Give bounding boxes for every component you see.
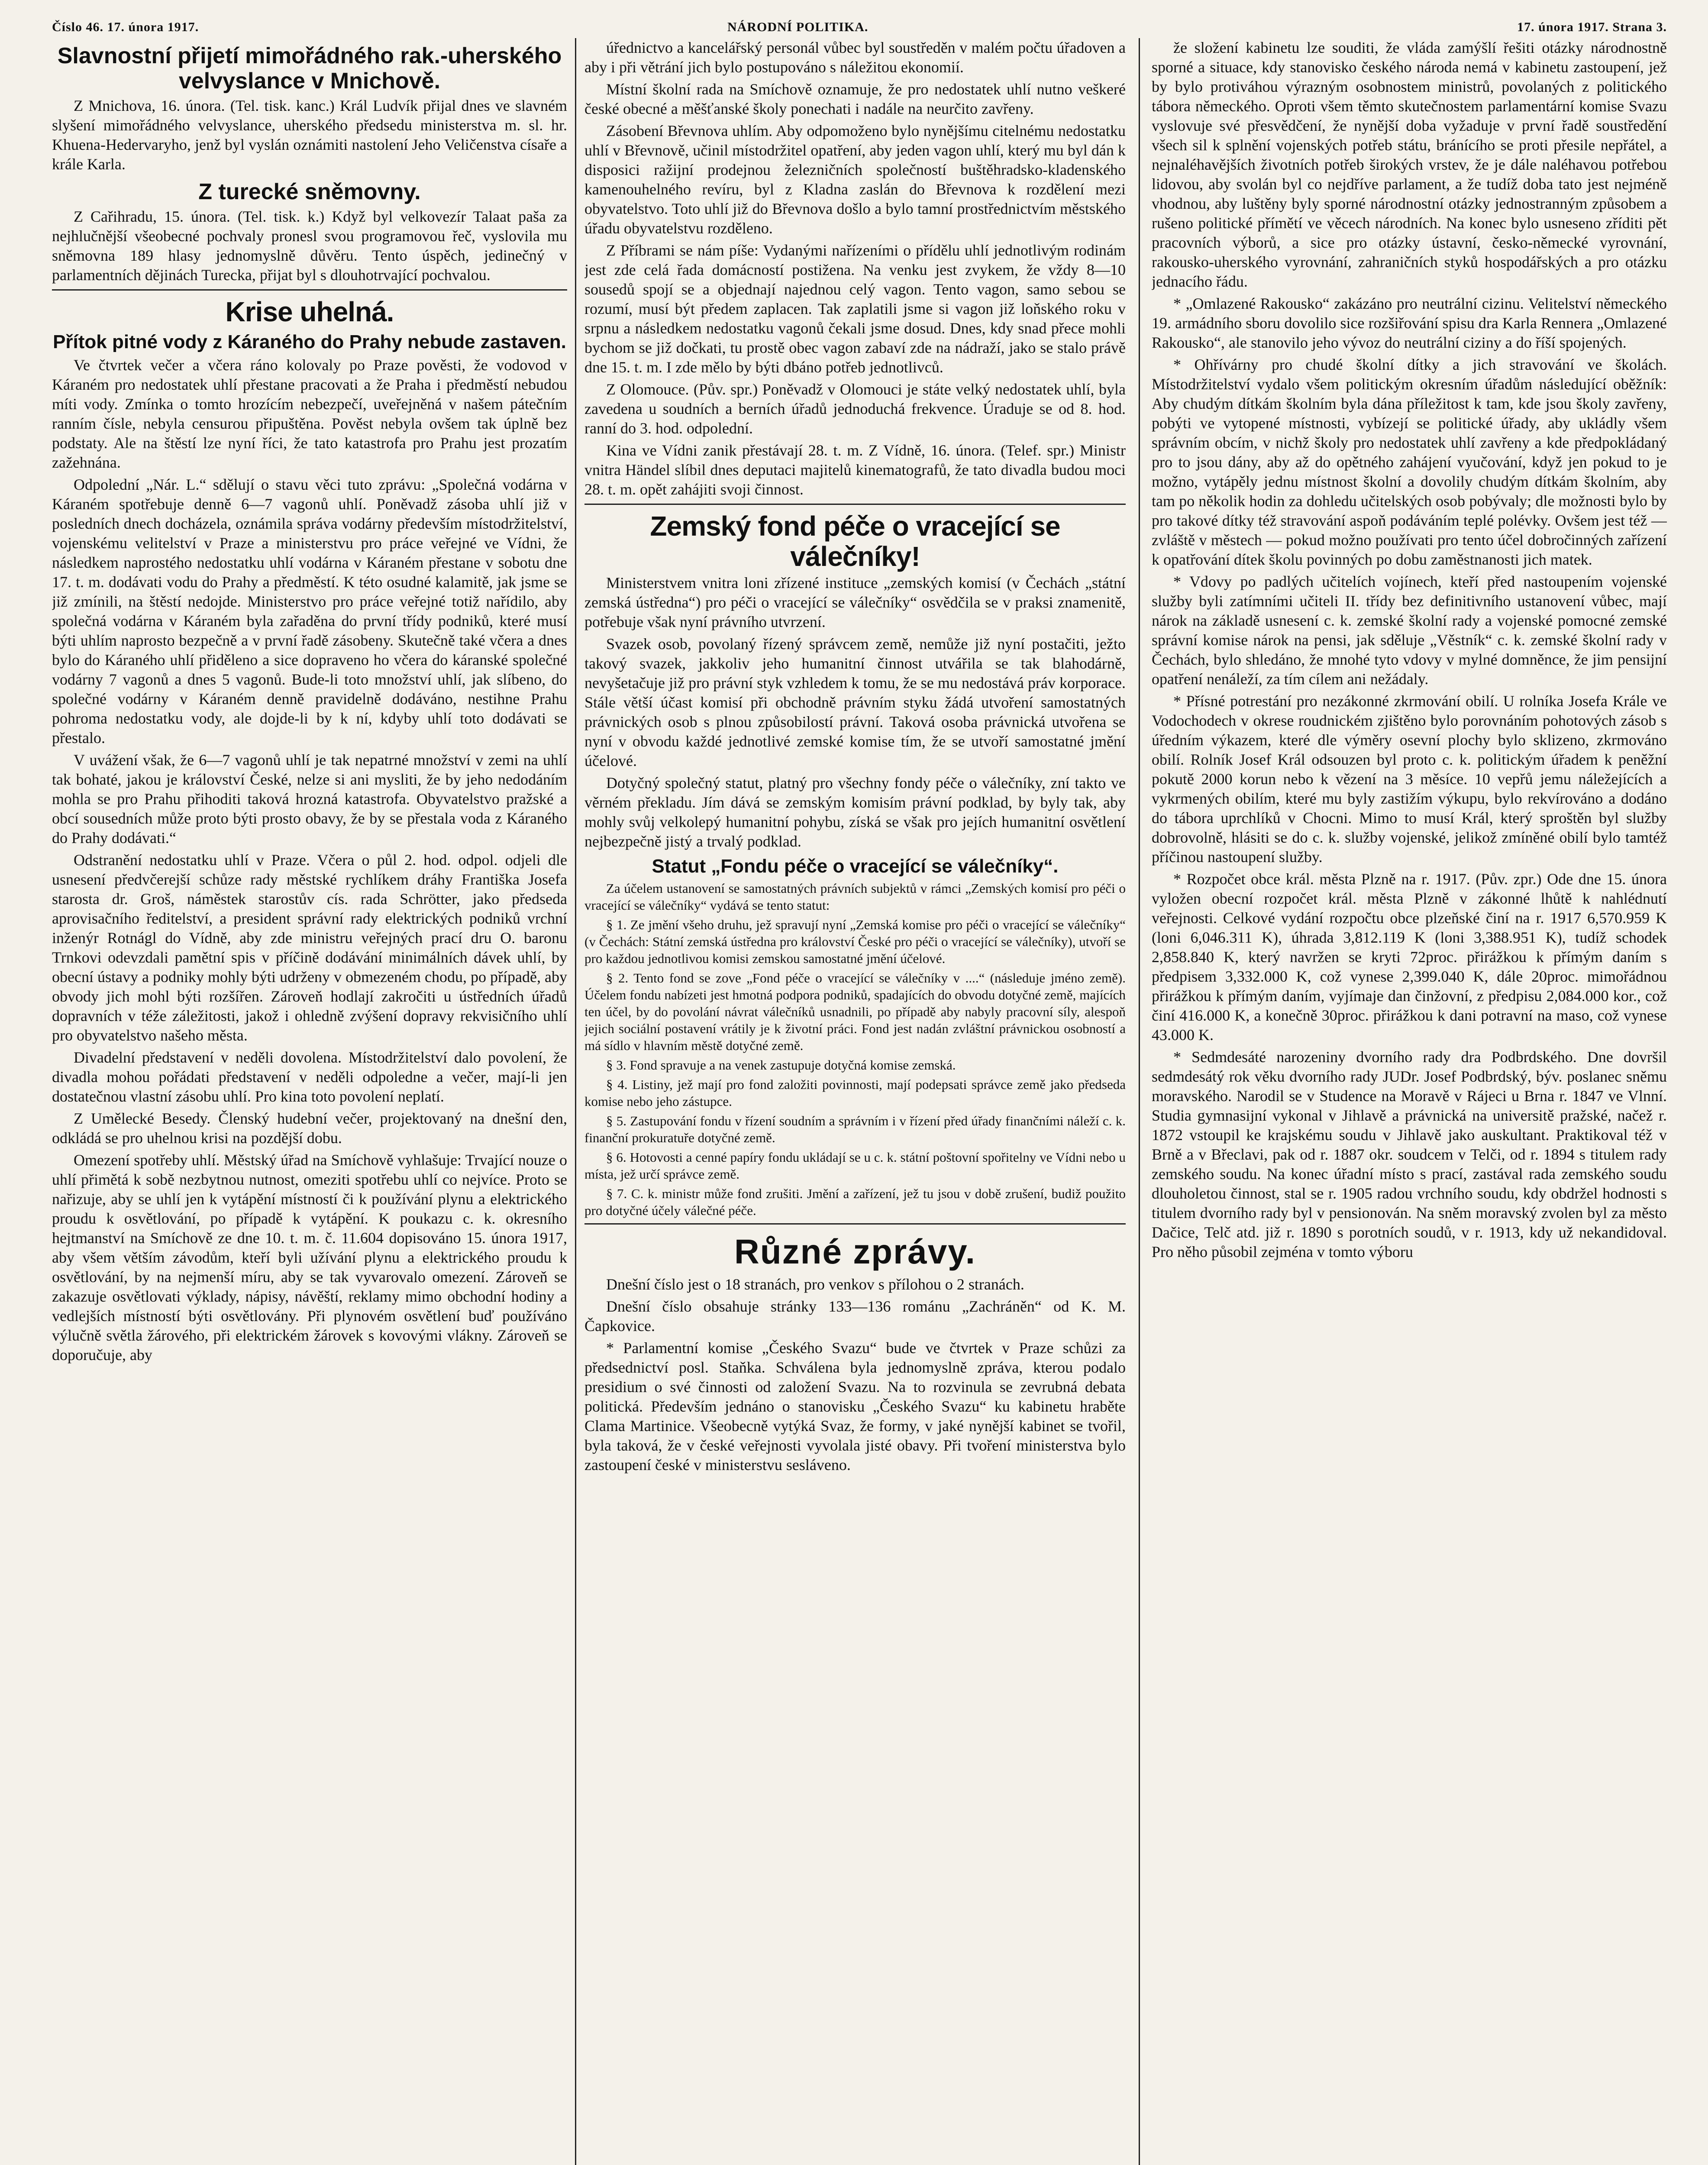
divider [584,1223,1126,1225]
article-turkish-parliament: Z Cařihradu, 15. února. (Tel. tisk. k.) Když byl velkovezír Talaat paša za nejhlučnější všeobecné pochvaly pronesl svou programovou řeč, vyslovila mu sněmovna 189 hlasy jednomyslně důvěru. Tento úspěch, jedinečný v parlamentních dějinách Turecka, přijat byl s dlouhotrvající pochvalou. [52,208,567,284]
paragraph: Dnešní číslo jest o 18 stranách, pro venkov s přílohou o 2 stranách. [606,1276,1024,1293]
paragraph: Z Olomouce. (Pův. spr.) Poněvadž v Olomouci je státe velký nedostatek uhlí, byla zavedena u soudních a berních úřadů jednoduchá frekvence. Úraduje se od 8. hod. ranní do 3. hod. odpolední. [584,381,1126,437]
paragraph: Odstranění nedostatku uhlí v Praze. Včera o půl 2. hod. odpol. odjeli dle usnesení předvčerejší schůze rady městské rychlíkem dráhy Františka Josefa starosta dr. Groš, náměstek starostův cís. rada Schrötter, jako předseda aprovisačního ředitelství, a president správní rady elektrických podniků vrchní inženýr Rotnágl do Vídně, aby zde ministru veřejných prací dru O. baronu Trnkovi odevzdali pamětní spis v příčině dodávání minimálních dávek uhlí, by obecní ústavy a podniky mohly býti udrženy v obmezeném chodu, po případě, aby obvody jich mohl býti rozšířen. Zároveň hodlají zakročiti u ústředních úřadů dopravních v téže záležitosti, jakož i ohledně zvýšení dopravy rekvisičního uhlí pro obyvatelstvo našeho města. [52,851,567,1044]
paragraph: Z Umělecké Besedy. Členský hudební večer, projektovaný na dnešní den, odkládá se pro uhelnou krisi na pozdější dobu. [52,1110,567,1147]
paragraph: Ministerstvem vnitra loni zřízené instituce „zemských komisí (v Čechách „státní zemská ústředna“) pro péči o vracející se válečníky“ osvědčila se v praksi znamenitě, potřebuje však nyní právního utvrzení. [584,574,1126,630]
headline-coal-crisis: Krise uhelná. [225,296,394,327]
headline-veterans-fund: Zemský fond péče o vracející se válečníky! [650,511,1060,572]
paragraph: V uvážení však, že 6—7 vagonů uhlí je tak nepatrné množství v zemi na uhlí tak bohaté, jakou je království České, nelze si ani mysliti, že by jeho nedodáním mohla se pro Prahu přihoditi taková hrozná katastrofa. Obyvatelstvo pražské a obcí sousedních může proto býti prosto obavy, že by se přestala voda z Káraného do Prahy dodávati.“ [52,751,567,847]
paragraph: Z Příbrami se nám píše: Vydanými nařízeními o přídělu uhlí jednotlivým rodinám jest zde celá řada domácností postižena. Na venku jest zvykem, že vždy 8—10 sousedů spojí se a objednají najednou celý vagon. Tento vagon, samo sebou se rozumí, musí být předem zaplacen. Tak zaplatili jsme si vagon již loňského roku v srpnu a následkem nedostatku vagonů čekali jsme dosud. Dnes, kdy snad přece mohli bychom se již dočkati, tu prostě obec vagon zabaví zde na nádraží, jako se stalo právě dne 15. t. m. I zde mělo by býti dbáno potřeb jednotlivců. [584,242,1126,376]
paragraph: § 5. Zastupování fondu v řízení soudním a správním i v řízení před úřady finančními náleží c. k. finanční prokuratuře dotyčné země. [584,1113,1126,1145]
paragraph: Ve čtvrtek večer a včera ráno kolovaly po Praze pověsti, že vodovod v Káraném pro nedostatek uhlí přestane pracovati a že Praha i předměstí nebudou míti vody. Zmínka o tomto hrozícím nebezpečí, uveřejněná v našem pátečním ranním čísle, nebyla censurou připuštěna. Pověst nebyla ovšem tak úplně bez podstaty. Ale na štěstí lze nyní říci, že tato katastrofa pro Prahu jest prozatím zažehnána. [52,356,567,471]
paragraph: Dnešní číslo obsahuje stránky 133—136 románu „Zachráněn“ od K. M. Čapkovice. [584,1298,1126,1335]
paragraph: * Ohřívárny pro chudé školní dítky a jich stravování ve školách. Místodržitelství vydalo všem politickým okresním úřadům následující oběžník: Aby chudým dítkám školním byla dána příležitost k tam, kde jsou školy zavřeny, pobýti ve vytopené místnosti, vybízejí se politické úřady, aby ukládly všem správním obcím, v nichž školy pro nedostatek uhlí zavřeny a kde předpokládaný pro to jsou dány, aby až do opětného zahájení vyučování, když jen pokud to je možno, vytápěly jednu místnost školní a dovolily chudým dítkám školním, aby tam po několik hodin za dohledu učitelských osob pobývaly; dle možnosti bylo by pro takové dítky též stravování aspoň podáváním teplé polévky. Ovšem jest též — zvláště v městech — pokud možno používati pro tento účel dobročinných zařízení k opatřování dítek školu povinných po dobu zaměstnanosti jich matek. [1152,356,1667,568]
issue-date: Číslo 46. 17. února 1917. [52,20,199,34]
divider [52,289,567,291]
headline-turkish-parliament: Z turecké sněmovny. [198,179,421,204]
paragraph: úřednictvo a kancelářský personál vůbec byl soustředěn v malém počtu úřadoven a aby i při větrání jich bylo postupováno s náležitou ekonomií. [584,39,1126,76]
paragraph: Dotyčný společný statut, platný pro všechny fondy péče o válečníky, zní takto ve věrném překladu. Jím dává se zemským komisím právní podklad, by byly tak, aby mohly svůj velkolepý humanitní pohybu, získá se však pro jejích humanitní osvětlení nejbezpečně jistý a trvalý podklad. [584,774,1126,850]
paragraph: § 4. Listiny, jež mají pro fond založiti povinnosti, mají podepsati správce země jako předseda komise nebo jeho zástupce. [584,1077,1126,1109]
column-3 [1152,38,1667,2165]
article-munich: Z Mnichova, 16. února. (Tel. tisk. kanc.) Král Ludvík přijal dnes ve slavném slyšení mimořádného velvyslance, uherského předsedu ministerstva m. sl. hr. Khuena-Hedervaryho, jenž byl vyslán oznámiti nastolení Jeho Veličenstva císaře a krále Karla. [52,97,567,173]
paragraph: § 3. Fond spravuje a na venek zastupuje dotyčná komise zemská. [606,1057,956,1073]
paragraph: * Přísné potrestání pro nezákonné zkrmování obilí. U rolníka Josefa Krále ve Vodochodech v okrese roudnickém zjištěno bylo porovnáním pohotových zásob s úředním výkazem, které dle výměry osevní plochy bylo sklizeno, zkrmováno obilí. Rolník Josef Král odsouzen byl proto c. k. politickým úřadem k peněžní pokutě 2000 korun nebo k vězení na 3 měsíce. 10 vepřů jemu náležejících a vykrmených obilím, které mu byly zastižím výkupu, bylo rekvírováno a dodáno do tábora uprchlíků v Chocni. Mimo to musí Král, který sproštěn byl služby dobrovolně, hlásiti se do c. k. služby vojenské, jelikož zmíněné obilí bylo tamtéž příčinou nastoupení služby. [1152,692,1667,866]
subheadline-water-supply: Přítok pitné vody z Káraného do Prahy nebude zastaven. [53,331,566,352]
newspaper-title: NÁRODNÍ POLITIKA. [727,20,869,34]
paragraph: * Rozpočet obce král. města Plzně na r. 1917. (Pův. zpr.) Ode dne 15. února vyložen obecní rozpočet král. města Plzně v zákonné lhůtě k nahlédnutí veřejnosti. Celkové vydání rozpočtu obce plzeňské činí na r. 1917 6,570.959 K (loni 6,046.311 K), úhrada 3,812.119 K (loni 3,388.951 K), tudíž schodek 2,858.840 K, který navržen se kryti 72proc. přirážkou k přímým daním s předpisem 3,332.000 K, což vynese 2,399.040 K, dále 20proc. mimořádnou přirážkou k přímým daním, vyjímaje dan činžovní, z předpisu 2,084.000 kor., což činí 416.000 K, a konečně 30proc. přirážkou k dani potravní na maso, což vynese 43.000 K. [1152,870,1667,1044]
paragraph: Omezení spotřeby uhlí. Městský úřad na Smíchově vyhlašuje: Trvající nouze o uhlí přimětá k sobě nezbytnou nutnost, omeziti spotřebu uhlí co nejvíce. Proto se nařizuje, aby se uhlí jen k vytápění místností či k používání plynu a elektrického proudu k osvětlování, po případě k vytápění. K poukazu c. k. okresního hejtmanství na Smíchově ze dne 10. t. m. č. 11.604 dopisováno 15. února 1917, aby všem větším závodům, kteří byli užívání plynu a elektrického proudu k osvětlování, by na nejmenší míru, aby se tak vyvarovalo omezení. Zároveň se zakazuje osvětlovati výklady, nápisy, návěští, reklamy mimo obchodní hodiny a vedlejších místností býti osvětlovány. Při plynovém osvětlení buď používáno výlučně světla žárového, při elektrickém žárovek s kovovými vlákny. Zároveň se doporučuje, aby [52,1151,567,1364]
divider [584,504,1126,505]
column-2 [584,38,1126,2165]
paragraph: Odpolední „Nár. L.“ sdělují o stavu věci tuto zprávu: „Společná vodárna v Káraném spotřebuje denně 6—7 vagonů uhlí. Poněvadž zásoba uhlí již v posledních dnech docházela, oznámila správa vodárny především místodržitelství, vojenskému velitelství v Praze a ministerstvu pro práce veřejné ve Vídni, že následkem naprostého nedostatku uhlí vodárna v Káraném přestane v sobotu dne 17. t. m. dodávati vodu do Prahy a předměstí. K této osudné kalamitě, jak jsme se již zmínili, na štěstí nedojde. Ministerstvo pro práce veřejné totiž nařídilo, aby společná vodárna v Káraném byla zařaděna do první třídy podniků, které musí býti uhlím naprosto bezpečně a v první řadě zásobeny. Skutečně také včera a dnes bylo do Káraného uhlí přiděleno a sice dopraveno ho včera do káranské společné vodárny 7 vagonů a dnes 5 vagonů. Bude-li toto množství uhlí, jak slíbeno, do společné vodárny v Káraném denně pravidelně dodáváno, nestihne Prahu pohroma nedostatku vody, ale dojde-li by k ní, kdyby uhlí toto dodávati se přestalo. [52,476,567,746]
paragraph: Kina ve Vídni zanik přestávají 28. t. m. Z Vídně, 16. února. (Telef. spr.) Ministr vnitra Händel slíbil dnes deputaci majitelů kinematografů, že tato divadla budou moci 28. t. m. opět zahájiti svoji činnost. [584,442,1126,498]
paragraph: * Parlamentní komise „Českého Svazu“ bude ve čtvrtek v Praze schůzi za předsednictví posl. Staňka. Schválena byla jednomyslně zpráva, kterou podalo presidium o své činnosti od založení Svazu. Na to rozvinula se zevrubná debata politická. Především jednáno o stanovisku „Českého Svazu“ ku kabinetu hraběte Clama Martinice. Všeobecně vytýká Svaz, že formy, v jaké nynější kabinet se tvořil, byla taková, že v české veřejnosti vyvolala jisté obavy. Při tvoření ministerstva bylo zastoupení české v ministerstvu sesláveno. [584,1339,1126,1473]
paragraph: § 1. Ze jmění všeho druhu, jež spravují nyní „Zemská komise pro péči o vracející se válečníky“ (v Čechách: Státní zemská ústředna pro království České pro péči o vracející se válečníky), utvoří se pro každou jednotlivou komisi zemskou samostatné jmění účelové. [584,917,1126,966]
paragraph: § 2. Tento fond se zove „Fond péče o vracející se válečníky v ....“ (následuje jméno země). Účelem fondu nabízeti jest hmotná podpora podniků, spadajících do obvodu dotyčné země, majících ten účel, by do povolání návrat válečníků usnadnili, po případě aby nabyly pracovní síly, alespoň jejich sociální postavení vrátily je k životní práci. Fond jest nadán zvláštní právnickou osobností a má sídlo v hlavním městě dotyčné země. [584,970,1126,1053]
paragraph: Svazek osob, povolaný řízený správcem země, nemůže již nyní postačiti, ježto takový svazek, jakkoliv jeho humanitní činnost utvářila se tak blahodárně, nevyšetačuje již pro právní styk vzhledem k tomu, že se mu nedostává práv korporace. Stále větší účast komisí při obchodně právním styku žádá utvoření samostatných právnických osob s plnou způsobilostí právní. Taková osoba právnická utvořena se nyní v obvodu každé jednotlivé zemské komise tím, že se utvoří samostatné jmění účelové. [584,635,1126,769]
paragraph: * Vdovy po padlých učitelích vojínech, kteří před nastoupením vojenské služby byli zatímními učiteli II. třídy bez definitivního ustanovení vůbec, mají nárok na základě usnesení c. k. zemské školní rady a vojenské pomocné zemské správní komise nárok na pensi, jak sděluje „Věstník“ c. k. zemské školní rady v Čechách, bylo shledáno, že mnohé tyto vdovy v mylné domněnce, že jim pensijní opatření nenáleží, za tím cílem ani nežádaly. [1152,573,1667,688]
paragraph: § 7. C. k. ministr může fond zrušiti. Jmění a zařízení, jež tu jsou v době zrušení, budiž použito pro dotyčné účely válečné péče. [584,1186,1126,1218]
page-header [52,17,1667,38]
paragraph: Za účelem ustanovení se samostatných právních subjektů v rámci „Zemských komisí pro péči o vracející se válečníky“ vydává se tento statut: [584,881,1126,913]
page-number: 17. února 1917. Strana 3. [1517,20,1667,34]
paragraph: § 6. Hotovosti a cenné papíry fondu ukládají se u c. k. státní poštovní spořitelny ve Vídni nebo u místa, jež určí správce země. [584,1150,1126,1182]
paragraph: Zásobení Břevnova uhlím. Aby odpomoženo bylo nynějšímu citelnému nedostatku uhlí v Břevnově, učinil místodržitel opatření, aby jeden vagon uhlí, který mu byl dán k disposici ražijní prodejnou železničních společností buštěhradsko-kladenského kamenouhelného revíru, byl z Kladna zaslán do Břevnova k rozdělení mezi obyvatelstvo. Toto uhlí již do Břevnova došlo a bylo tamní prostřednictvím městského úřadu obyvatelstvu rozděleno. [584,122,1126,237]
paragraph: Místní školní rada na Smíchově oznamuje, že pro nedostatek uhlí nutno veškeré české obecné a měšťanské školy ponechati i nadále na neurčito zavřeny. [584,81,1126,117]
headline-statute: Statut „Fondu péče o vracející se válečníky“. [652,856,1059,877]
paragraph: Divadelní představení v neděli dovolena. Místodržitelství dalo povolení, že divadla mohou pořádati představení v neděli odpoledne a večer, mají-li jen dostatečnou vlastní zásobu uhlí. Pro kina toto povolení neplatí. [52,1049,567,1105]
headline-munich: Slavnostní přijetí mimořádného rak.-uherského velvyslance v Mnichově. [57,43,562,94]
paragraph: * „Omlazené Rakousko“ zakázáno pro neutrální cizinu. Velitelství německého 19. armádního sboru dovolilo sice rozšiřování spisu dra Karla Rennera „Omlazené Rakousko“, ale stanovilo jeho vývoz do neutrální ciziny a do říší spojených. [1152,295,1667,351]
headline-various-news: Různé zprávy. [734,1232,976,1271]
column-1 [52,38,567,2165]
column-divider [575,38,576,2165]
column-divider [1139,38,1140,2165]
paragraph: že složení kabinetu lze souditi, že vláda zamýšlí řešiti otázky národnostně sporné a situace, kdy stanovisko českého národa nemá v kabinetu zastoupení, jež by bylo protiváhou výrazným osobnostem ministrů, povolaných z politického tábora německého. Oproti všem těmto skutečnostem parlamentární komise Svazu vyslovuje své přesvědčení, že nynější doba vyžaduje v první řadě soustředění všech sil k splnění vojenských potřeb státu, bránícího se proti přesile nepřátel, a nejnaléhavějších životních potřeb širokých vrstev, že je dále naléhavou potřebou lidovou, aby svolán byl co nejdříve parlament, a že tudíž doba tato jest nejméně vhodnou, aby luštěny byly sporné národnostní otázky jednostranným způsobem a rušeno politické přímětí ve věcech národních. Na konec bylo usneseno zříditi pět pracovních výborů, a sice pro otázky ústavní, česko-německé vyrovnání, rakousko-uherského vyrovnání, zahraničních styků hospodářských a pro otázku jednacího řádu. [1152,39,1667,290]
paragraph: * Sedmdesáté narozeniny dvorního rady dra Podbrdského. Dne dovršil sedmdesátý rok věku dvorního rady JUDr. Josef Podbrdský, býv. poslanec sněmu moravského. Narodil se v Studence na Moravě v Rájeci u Brna r. 1847 ve Vlnní. Studia gymnasijní vykonal v Jihlavě a právnická na universitě pražské, načež r. 1872 vstoupil ke krajskému soudu v Jihlavě jako auskultant. Praktikoval též v Brně a v Břeclavi, pak od r. 1887 okr. soudcem v Telči, od r. 1894 s titulem rady zemského soudu. Na konec úřadní místo s prací, zastával rada zemského soudu dlouholetou činnost, stal se r. 1905 radou vrchního soudu, kdy obdržel hodnosti s titulem dvorního rady byl v pensionován. Na sněm moravský zvolen byl za město Dačice, Telč atd. již r. 1890 s porotních soudů, v r. 1913, kdy už nekandidoval. Pro něho působil zejména v tomto výboru [1152,1048,1667,1260]
newspaper-page [52,17,1667,2165]
